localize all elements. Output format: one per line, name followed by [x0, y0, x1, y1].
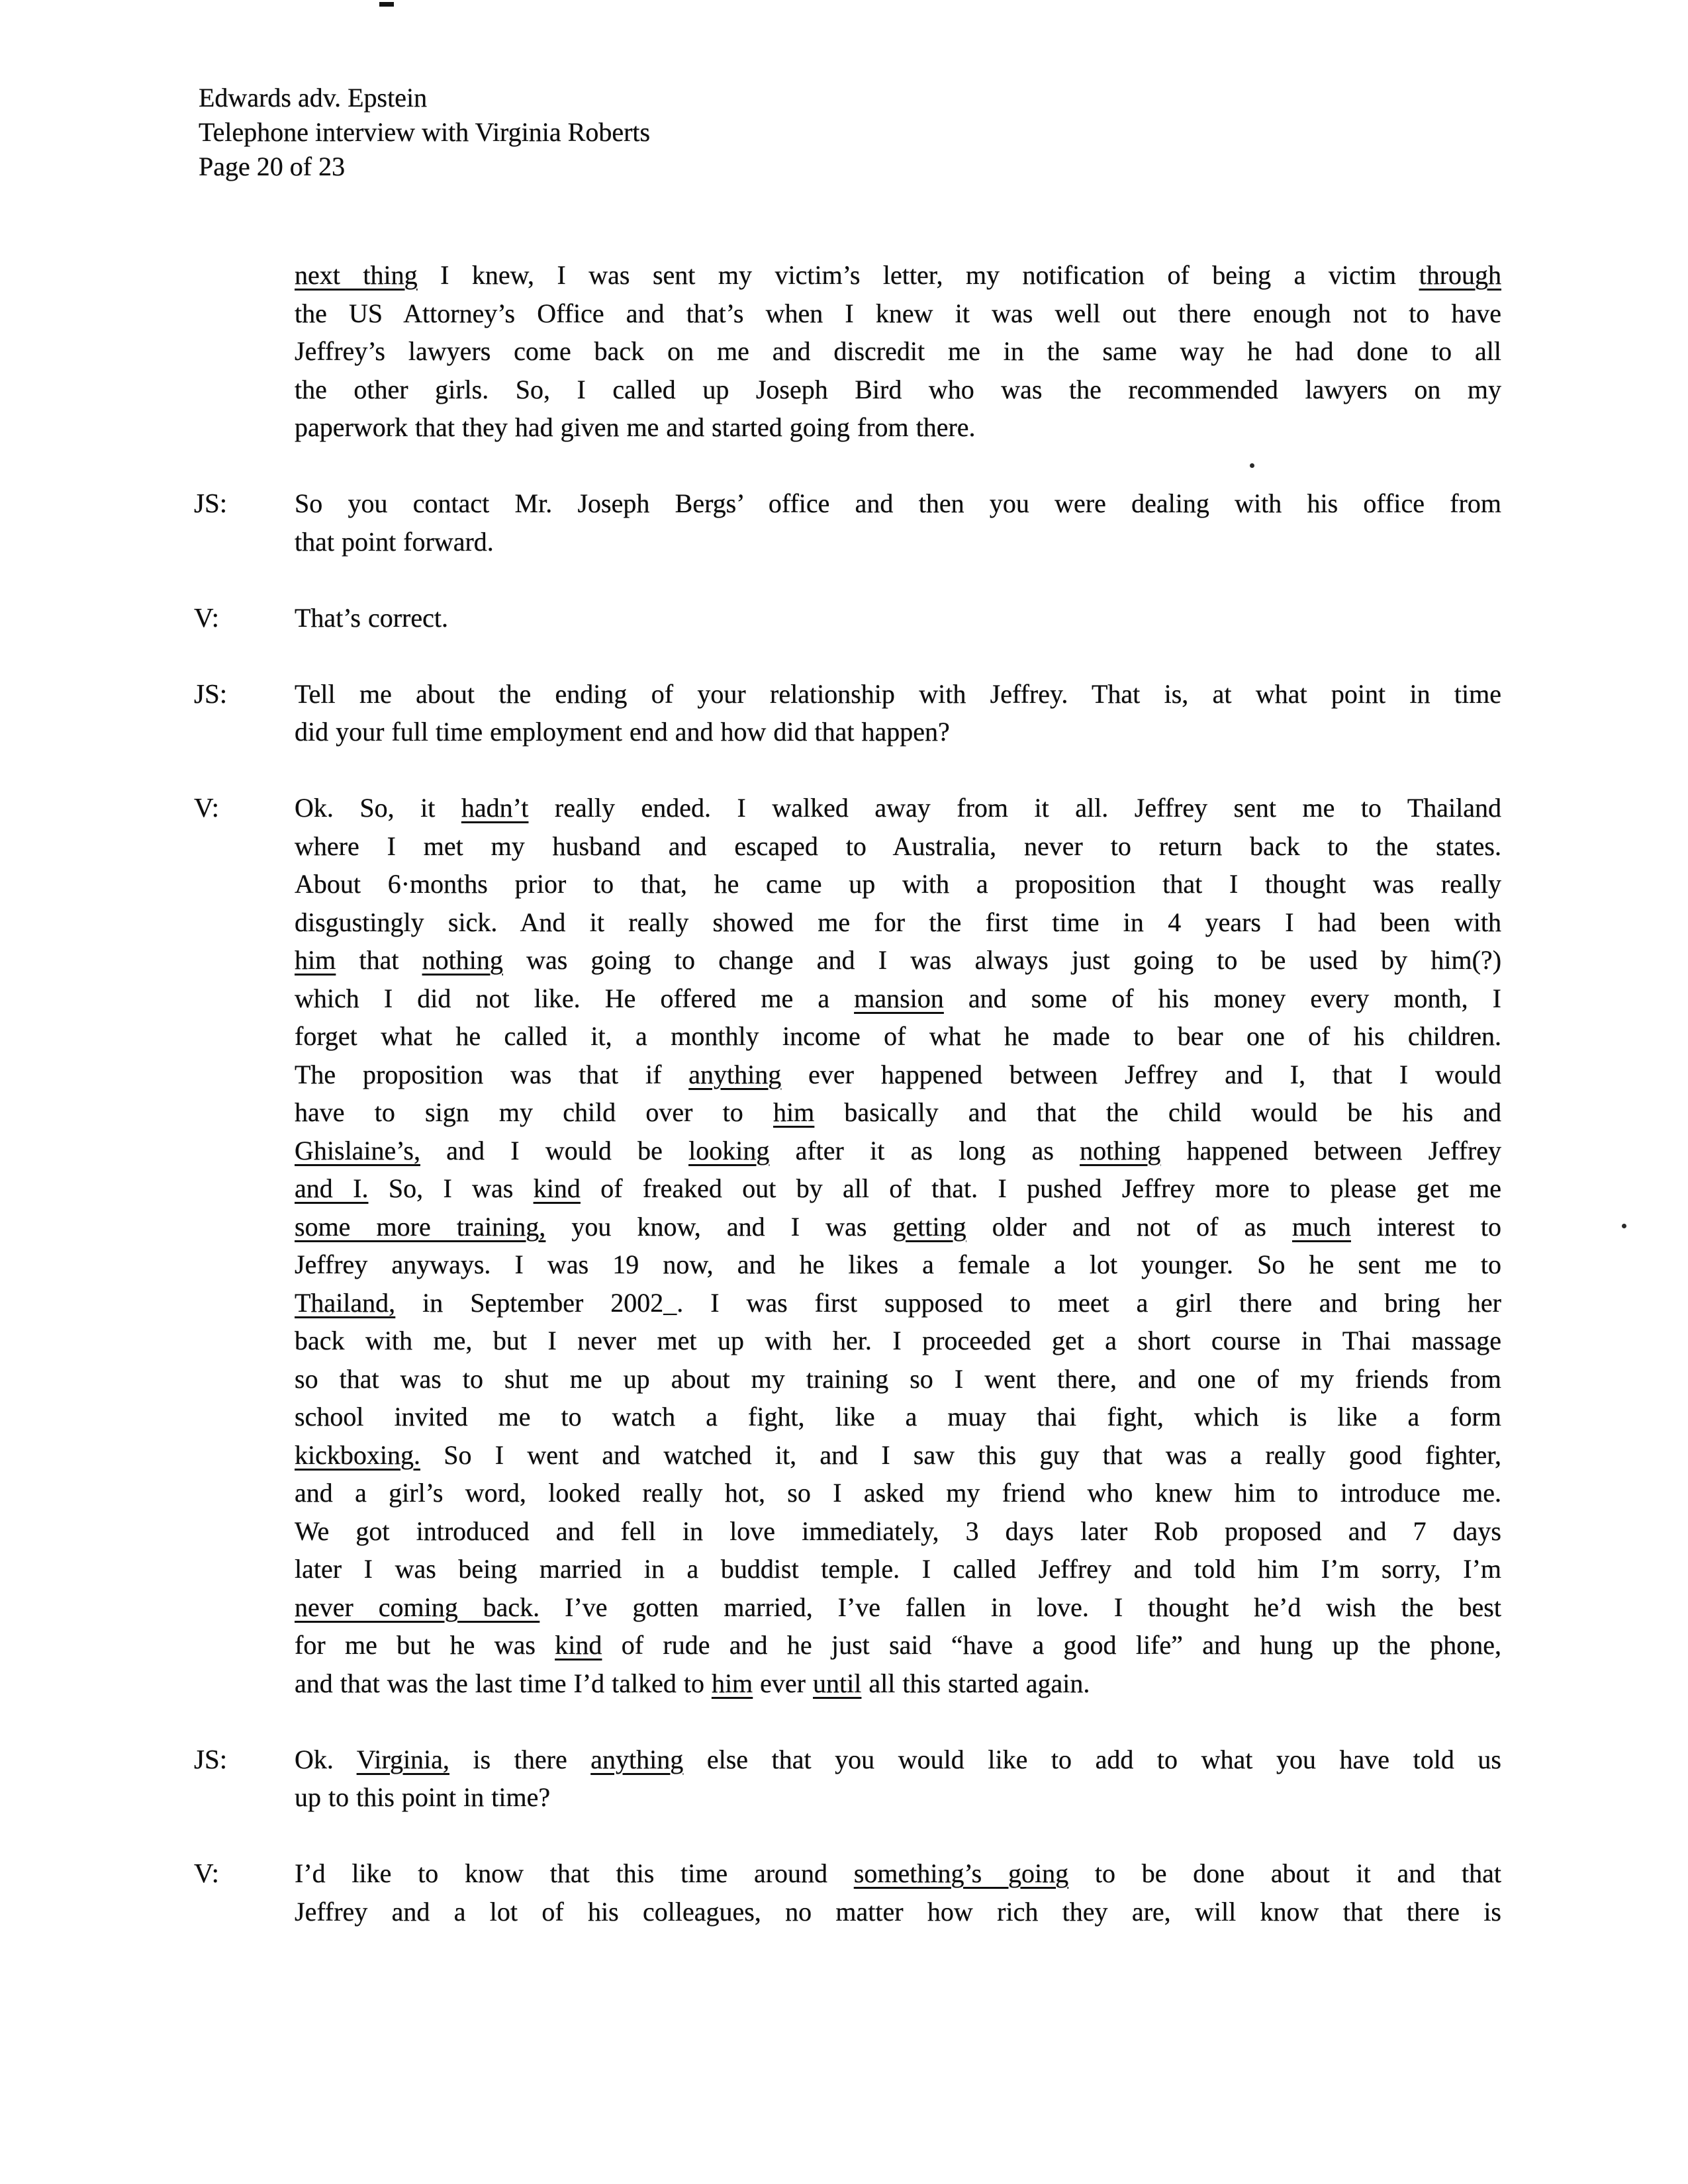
transcript-turn	[0, 599, 1688, 637]
transcript-turn	[0, 789, 1688, 1702]
transcript	[0, 256, 1688, 1969]
speaker-label: V:	[194, 1858, 219, 1888]
text-segment: The proposition was that if	[295, 1059, 689, 1089]
underlined-text: never coming back.	[295, 1592, 540, 1622]
underlined-text: him	[773, 1097, 815, 1127]
text-segment: else that you would like to add to what you have told us	[683, 1744, 1501, 1774]
transcript-line	[295, 1017, 1501, 1056]
text-segment: Ok.	[295, 1744, 357, 1774]
text-segment: was going to change and I was always just going to be used by him(?)	[502, 945, 1502, 975]
text-segment: later I was being married in a buddist temple. I called Jeffrey and told him I’m sorry, I’m	[295, 1554, 1501, 1584]
turn-lines	[295, 675, 1501, 751]
underlined-text: anything	[688, 1059, 782, 1089]
transcript-turn	[0, 256, 1688, 447]
text-segment: paperwork that they had given me and started going from there.	[295, 412, 976, 442]
text-segment: I’d like to know that this time around	[295, 1858, 854, 1888]
transcript-line	[295, 1778, 1501, 1817]
text-segment: in September 2002_. I was first supposed to meet a girl there and bring her	[395, 1287, 1501, 1318]
turn-lines	[295, 789, 1501, 1702]
underlined-text: kind	[555, 1630, 602, 1660]
text-segment: school invited me to watch a fight, like a muay thai fight, which is like a form	[295, 1402, 1501, 1432]
document-header	[199, 81, 650, 184]
transcript-turn	[0, 1854, 1688, 1931]
underlined-text: much	[1292, 1211, 1351, 1242]
transcript-line	[295, 979, 1501, 1018]
transcript-line	[295, 1512, 1501, 1551]
text-segment: disgustingly sick. And it really showed me for the first time in 4 years I had been with	[295, 907, 1501, 937]
transcript-turn	[0, 484, 1688, 561]
text-segment: and a girl’s word, looked really hot, so I asked my friend who knew him to introduce me.	[295, 1478, 1501, 1508]
text-segment: for me but he was	[295, 1630, 555, 1660]
text-segment: Jeffrey’s lawyers come back on me and discredit me in the same way he had done to all	[295, 336, 1501, 366]
text-segment: happened between Jeffrey	[1160, 1135, 1501, 1165]
text-segment: where I met my husband and escaped to Australia, never to return back to the states.	[295, 831, 1501, 861]
text-segment: of freaked out by all of that. I pushed Jeffrey more to please get me	[580, 1173, 1502, 1203]
text-segment: So, I was	[368, 1173, 534, 1203]
turn-lines	[295, 1741, 1501, 1817]
transcript-line	[295, 256, 1501, 295]
transcript-line	[295, 1132, 1501, 1170]
text-segment: back with me, but I never met up with her. I proceeded get a short course in Thai massage	[295, 1326, 1501, 1355]
underlined-text: getting	[892, 1211, 966, 1242]
text-segment: all this started again.	[861, 1668, 1090, 1698]
text-segment: I knew, I was sent my victim’s letter, my notification of being a victim	[417, 260, 1419, 290]
text-segment: Jeffrey anyways. I was 19 now, and he likes a female a lot younger. So he sent me to	[295, 1250, 1501, 1279]
transcript-line	[295, 408, 1501, 447]
text-segment: I’ve gotten married, I’ve fallen in love. I thought he’d wish the best	[539, 1592, 1501, 1622]
text-segment: and I would be	[420, 1135, 689, 1165]
transcript-line	[295, 1626, 1501, 1664]
text-segment: which I did not like. He offered me a	[295, 983, 855, 1013]
transcript-line	[295, 599, 1501, 637]
underlined-text: nothing	[1080, 1135, 1161, 1165]
text-segment: of rude and he just said “have a good life” and hung up the phone,	[602, 1630, 1501, 1660]
transcript-line	[295, 1550, 1501, 1588]
text-segment: About 6·months prior to that, he came up with a proposition that I thought was really	[295, 869, 1501, 899]
header-interview-title: Telephone interview with Virginia Roberts	[199, 117, 651, 147]
transcript-line	[295, 1246, 1501, 1284]
transcript-line	[295, 903, 1501, 942]
turn-lines	[295, 1854, 1501, 1931]
text-segment: the US Attorney’s Office and that’s when I knew it was well out there enough not to have	[295, 298, 1501, 328]
transcript-line	[295, 1093, 1501, 1132]
transcript-line	[295, 941, 1501, 979]
text-segment: that point forward.	[295, 526, 494, 557]
speaker-label: V:	[194, 792, 219, 823]
transcript-line	[295, 789, 1501, 827]
text-segment: have to sign my child over to	[295, 1097, 773, 1127]
text-segment: and that was the last time I’d talked to	[295, 1668, 712, 1698]
text-segment: and some of his money every month, I	[943, 983, 1501, 1013]
underlined-text: Thailand,	[295, 1287, 396, 1318]
text-segment: Ok. So, it	[295, 793, 461, 823]
text-segment: older and not of as	[966, 1211, 1293, 1242]
text-segment: the other girls. So, I called up Joseph Bird who was the recommended lawyers on my	[295, 374, 1501, 404]
underlined-text: him	[295, 945, 336, 975]
speaker-label: JS:	[194, 488, 228, 518]
text-segment: after it as long as	[769, 1135, 1080, 1165]
transcript-line	[295, 332, 1501, 371]
underlined-text: and I.	[295, 1173, 369, 1203]
speaker-label: JS:	[194, 1743, 228, 1774]
transcript-line	[295, 1360, 1501, 1398]
underlined-text: something’s going	[853, 1858, 1069, 1888]
text-segment: So I went and watched it, and I saw this guy that was a really good fighter,	[420, 1439, 1501, 1470]
transcript-line	[295, 1474, 1501, 1512]
underlined-text: Virginia,	[356, 1744, 449, 1774]
text-segment: up to this point in time?	[295, 1782, 551, 1812]
underlined-text: Ghislaine’s,	[295, 1135, 420, 1165]
text-segment: to be done about it and that	[1068, 1858, 1502, 1888]
speaker-label: JS:	[194, 678, 228, 709]
transcript-line	[295, 827, 1501, 866]
underlined-text: until	[813, 1668, 862, 1698]
text-segment: basically and that the child would be his and	[814, 1097, 1501, 1127]
transcript-line	[295, 675, 1501, 713]
underlined-text: anything	[590, 1744, 684, 1774]
text-segment: ever happened between Jeffrey and I, that I would	[781, 1059, 1501, 1089]
text-segment: so that was to shut me up about my training so I went there, and one of my friends from	[295, 1363, 1501, 1394]
transcript-line	[295, 1664, 1501, 1703]
text-segment: ever	[753, 1668, 813, 1698]
text-segment: is there	[449, 1744, 591, 1774]
transcript-line	[295, 1056, 1501, 1094]
underlined-text: next thing	[295, 260, 418, 290]
underlined-text: looking	[688, 1135, 770, 1165]
turn-lines	[295, 256, 1501, 447]
underlined-text: kind	[533, 1173, 581, 1203]
underlined-text: kickboxing.	[295, 1439, 420, 1470]
text-segment: you know, and I was	[545, 1211, 893, 1242]
text-segment: Tell me about the ending of your relationship with Jeffrey. That is, at what point in time	[295, 678, 1501, 709]
transcript-line	[295, 1893, 1501, 1931]
transcript-turn	[0, 1741, 1688, 1817]
transcript-line	[295, 523, 1501, 561]
text-segment: So you contact Mr. Joseph Bergs’ office and then you were dealing with his office from	[295, 488, 1501, 518]
transcript-line	[295, 1284, 1501, 1322]
transcript-line	[295, 1169, 1501, 1208]
transcript-turn	[0, 675, 1688, 751]
transcript-line	[295, 1741, 1501, 1779]
text-segment: We got introduced and fell in love immediately, 3 days later Rob proposed and 7 days	[295, 1516, 1501, 1546]
underlined-text: some more training,	[295, 1211, 546, 1242]
header-case-title: Edwards adv. Epstein	[199, 83, 428, 113]
text-segment: That’s correct.	[295, 602, 448, 633]
underlined-text: nothing	[422, 945, 503, 975]
text-segment: Jeffrey and a lot of his colleagues, no matter how rich they are, will know that there is	[295, 1896, 1501, 1927]
transcript-line	[295, 1854, 1501, 1893]
speaker-label: V:	[194, 602, 219, 633]
transcript-line	[295, 1208, 1501, 1246]
transcript-line	[295, 295, 1501, 333]
text-segment: really ended. I walked away from it all. Jeffrey sent me to Thailand	[528, 793, 1501, 823]
transcript-line	[295, 1322, 1501, 1360]
stray-dash-mark	[379, 2, 394, 7]
turn-lines	[295, 484, 1501, 561]
text-segment: did your full time employment end and how did that happen?	[295, 717, 950, 747]
underlined-text: mansion	[854, 983, 944, 1013]
text-segment: forget what he called it, a monthly income of what he made to bear one of his children.	[295, 1021, 1501, 1051]
transcript-line	[295, 1398, 1501, 1436]
transcript-line	[295, 1588, 1501, 1627]
text-segment: interest to	[1350, 1211, 1501, 1242]
header-page-number: Page 20 of 23	[199, 152, 346, 181]
turn-lines	[295, 599, 1501, 637]
transcript-line	[295, 371, 1501, 409]
underlined-text: him	[711, 1668, 753, 1698]
underlined-text: through	[1419, 260, 1502, 290]
transcript-line	[295, 1436, 1501, 1475]
transcript-line	[295, 865, 1501, 903]
transcript-line	[295, 484, 1501, 523]
underlined-text: hadn’t	[461, 793, 529, 823]
transcript-line	[295, 713, 1501, 751]
text-segment: that	[336, 945, 422, 975]
